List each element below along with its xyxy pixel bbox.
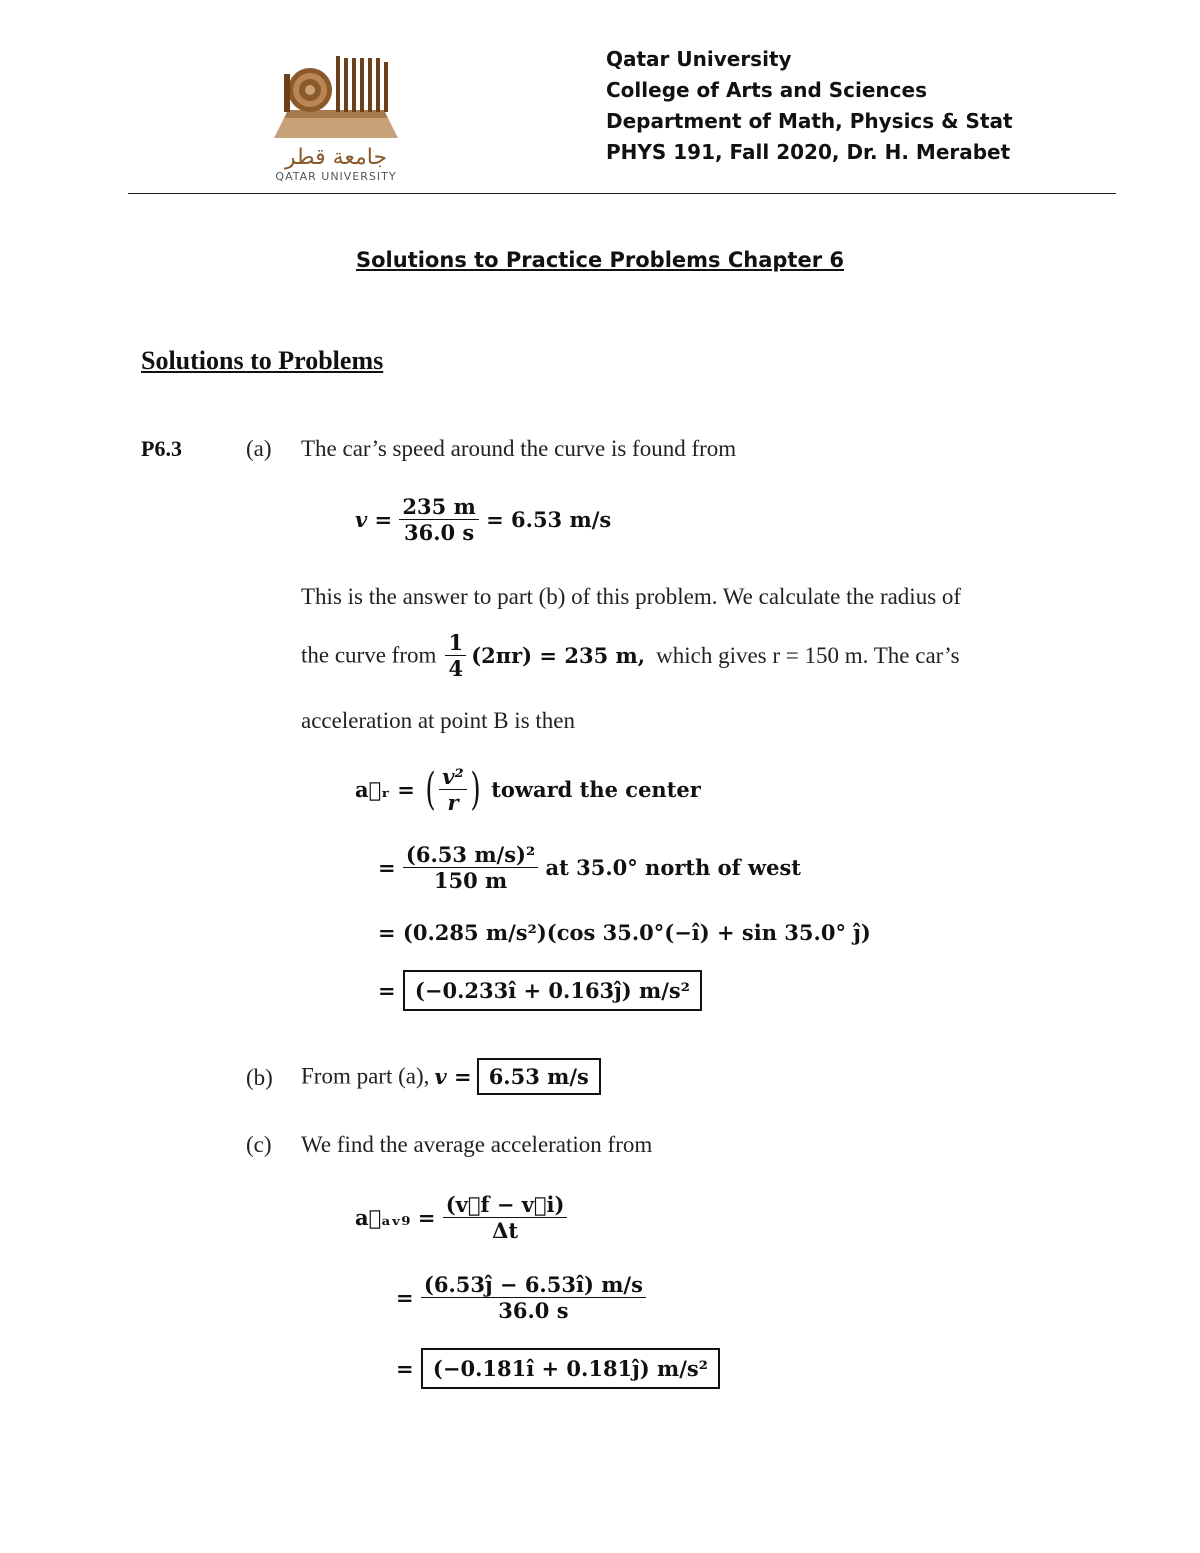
radial-accel-equation: a⃗ᵣ = ( $\frac{\text{v²}}{r}$ ) toward the center — [355, 763, 701, 815]
radius-equation: (2πr) = 235 m, — [471, 643, 646, 668]
institution-header — [606, 44, 1013, 168]
header-divider — [128, 193, 1116, 194]
accel-line2-denominator: 150 m — [433, 868, 508, 893]
part-a-text4: acceleration at point B is then — [301, 708, 575, 733]
document-title: Solutions to Practice Problems Chapter 6 — [356, 248, 844, 272]
part-b-text: From part (a), — [301, 1063, 430, 1089]
radius-text-pre: the curve from — [301, 642, 437, 668]
avg-accel-lhs: a⃗ₐᵥ₉ = — [355, 1205, 436, 1230]
logo-emblem-icon — [266, 52, 406, 142]
avg-accel-line2-eq: = — [396, 1285, 414, 1310]
accel-line4-eq: = — [378, 978, 396, 1003]
speed-equation — [355, 494, 611, 545]
quarter-denominator: 4 — [448, 656, 464, 681]
accel-answer-box: (−0.233î + 0.163ĵ) m/s² — [403, 970, 702, 1011]
speed-eq-rhs: = 6.53 m/s — [486, 507, 612, 532]
part-c-label: (c) — [246, 1132, 272, 1157]
radial-accel-numerator: v² — [439, 764, 466, 790]
radial-accel-denominator: r — [447, 790, 459, 815]
avg-accel-line2-numerator: (6.53ĵ − 6.53î) m/s — [421, 1272, 646, 1298]
speed-eq-lhs: v = — [355, 507, 393, 532]
part-a-text2: This is the answer to part (b) of this problem. We calculate the radius of — [301, 584, 962, 609]
speed-eq-numerator: 235 m — [399, 494, 478, 520]
accel-line4 — [378, 970, 702, 1011]
part-a-intro: The car’s speed around the curve is found from — [301, 436, 737, 461]
logo-arabic-text: جامعة قطر — [284, 145, 388, 170]
speed-eq-denominator: 36.0 s — [403, 520, 475, 545]
accel-line2-eq: = — [378, 855, 396, 880]
part-c-text: We find the average acceleration from — [301, 1132, 653, 1157]
header-college: College of Arts and Sciences — [606, 78, 927, 102]
speed-eq-fraction — [399, 494, 478, 545]
radial-accel-lhs: a⃗ᵣ = — [355, 777, 415, 802]
part-a-label: (a) — [246, 436, 272, 461]
part-b-line — [301, 1058, 601, 1095]
accel-line2-rhs: at 35.0° north of west — [545, 855, 801, 880]
logo-english-text: QATAR UNIVERSITY — [275, 170, 397, 183]
avg-accel-denominator: Δt — [492, 1218, 519, 1243]
section-title: Solutions to Problems — [141, 346, 384, 375]
header-department: Department of Math, Physics & Stat — [606, 109, 1013, 133]
quarter-fraction — [445, 630, 466, 681]
accel-line2-numerator: (6.53 m/s)² — [403, 842, 538, 868]
avg-accel-line3 — [396, 1348, 720, 1389]
part-b-eq: v = — [434, 1064, 472, 1089]
university-logo — [266, 52, 406, 183]
header-course: PHYS 191, Fall 2020, Dr. H. Merabet — [606, 140, 1011, 164]
radius-text-post: which gives r = 150 m. The car’s — [656, 642, 960, 668]
accel-line2-fraction — [403, 842, 538, 893]
header-university: Qatar University — [606, 47, 792, 71]
radial-accel-rhs: toward the center — [491, 777, 701, 802]
avg-accel-numerator: (v⃗f − v⃗i) — [443, 1192, 568, 1218]
accel-line2 — [378, 842, 801, 893]
speed-answer-box: 6.53 m/s — [477, 1058, 601, 1095]
accel-line3: = (0.285 m/s²)(cos 35.0°(−î) + sin 35.0° ĵ) — [378, 920, 871, 945]
avg-accel-line2-fraction — [421, 1272, 646, 1323]
avg-accel-line2-denominator: 36.0 s — [498, 1298, 569, 1323]
avg-accel-equation — [355, 1192, 567, 1243]
avg-accel-line2 — [396, 1272, 646, 1323]
radius-sentence — [301, 630, 960, 681]
quarter-numerator: 1 — [445, 630, 466, 656]
radial-accel-fraction — [439, 764, 466, 815]
part-b-label: (b) — [246, 1065, 273, 1090]
problem-id: P6.3 — [141, 436, 182, 461]
avg-accel-answer-box: (−0.181î + 0.181ĵ) m/s² — [421, 1348, 720, 1389]
avg-accel-fraction — [443, 1192, 568, 1243]
avg-accel-line3-eq: = — [396, 1356, 414, 1381]
